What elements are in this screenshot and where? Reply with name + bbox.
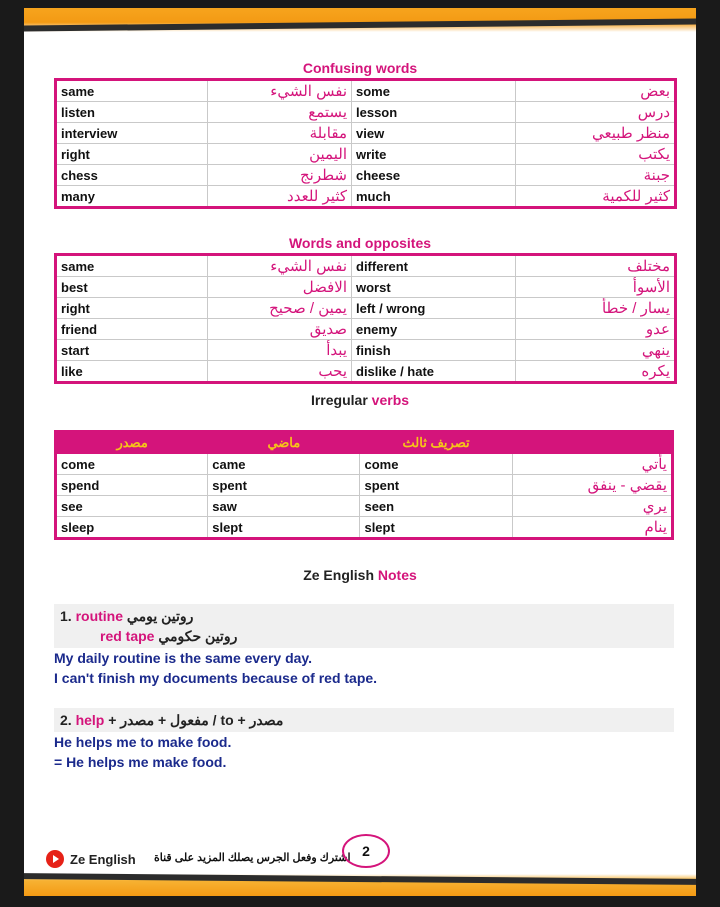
note-2	[54, 708, 674, 772]
note-1-example-2: I can't finish my documents because of red tape.	[54, 670, 378, 686]
table-row: chess شطرنج cheese جبنة	[56, 165, 676, 186]
table-row: same نفس الشيء different مختلف	[56, 255, 676, 277]
opposites-table	[54, 253, 677, 384]
note-2-example-1: He helps me to make food.	[54, 734, 232, 750]
table-row: listen يستمع lesson درس	[56, 102, 676, 123]
bottom-decorative-bar	[24, 874, 696, 896]
note-2-box: 2. help + مفعول + مصدر / to + مصدر	[54, 708, 674, 732]
table-row: spend spent spent يقضي - ينفق	[56, 475, 673, 496]
header-empty	[512, 432, 672, 454]
note-2-example-2: = He helps me make food.	[54, 754, 227, 770]
confusing-words-table	[54, 78, 677, 209]
table-row: friend صديق enemy عدو	[56, 319, 676, 340]
note-1	[54, 604, 674, 688]
opposites-title: Words and opposites	[288, 235, 432, 251]
table-row: see saw seen يري	[56, 496, 673, 517]
table-row: like يحب dislike / hate يكره	[56, 361, 676, 383]
table-row: many كثير للعدد much كثير للكمية	[56, 186, 676, 208]
note-1-example-1: My daily routine is the same every day.	[54, 650, 313, 666]
table-row: come came come يأتي	[56, 454, 673, 475]
table-row: start يبدأ finish ينهي	[56, 340, 676, 361]
irregular-verbs-table	[54, 430, 674, 540]
footer-subscribe-text: اشترك وفعل الجرس يصلك المزيد على قناة	[154, 852, 351, 864]
footer-brand[interactable]: Ze English	[46, 848, 136, 870]
table-row: sleep slept slept ينام	[56, 517, 673, 539]
table-header-row	[56, 432, 673, 454]
table-row: same نفس الشيء some بعض	[56, 80, 676, 102]
document-page	[24, 8, 696, 896]
table-row: interview مقابلة view منظر طبيعي	[56, 123, 676, 144]
table-row: right اليمين write يكتب	[56, 144, 676, 165]
notes-title: Ze English Notes	[303, 567, 417, 583]
header-past: ماضي	[208, 432, 360, 454]
note-1-box: 1. routine روتين يومي red tape روتين حكومي	[54, 604, 674, 648]
table-row: right يمين / صحيح left / wrong يسار / خطأ	[56, 298, 676, 319]
header-base: مصدر	[56, 432, 208, 454]
irregular-verbs-title: Irregular verbs	[310, 392, 410, 408]
page-number: 2	[342, 834, 390, 868]
header-participle: تصريف ثالث	[360, 432, 512, 454]
table-row: best الافضل worst الأسوأ	[56, 277, 676, 298]
top-decorative-bar	[24, 8, 696, 32]
youtube-icon	[46, 850, 64, 868]
confusing-words-title: Confusing words	[302, 60, 418, 76]
